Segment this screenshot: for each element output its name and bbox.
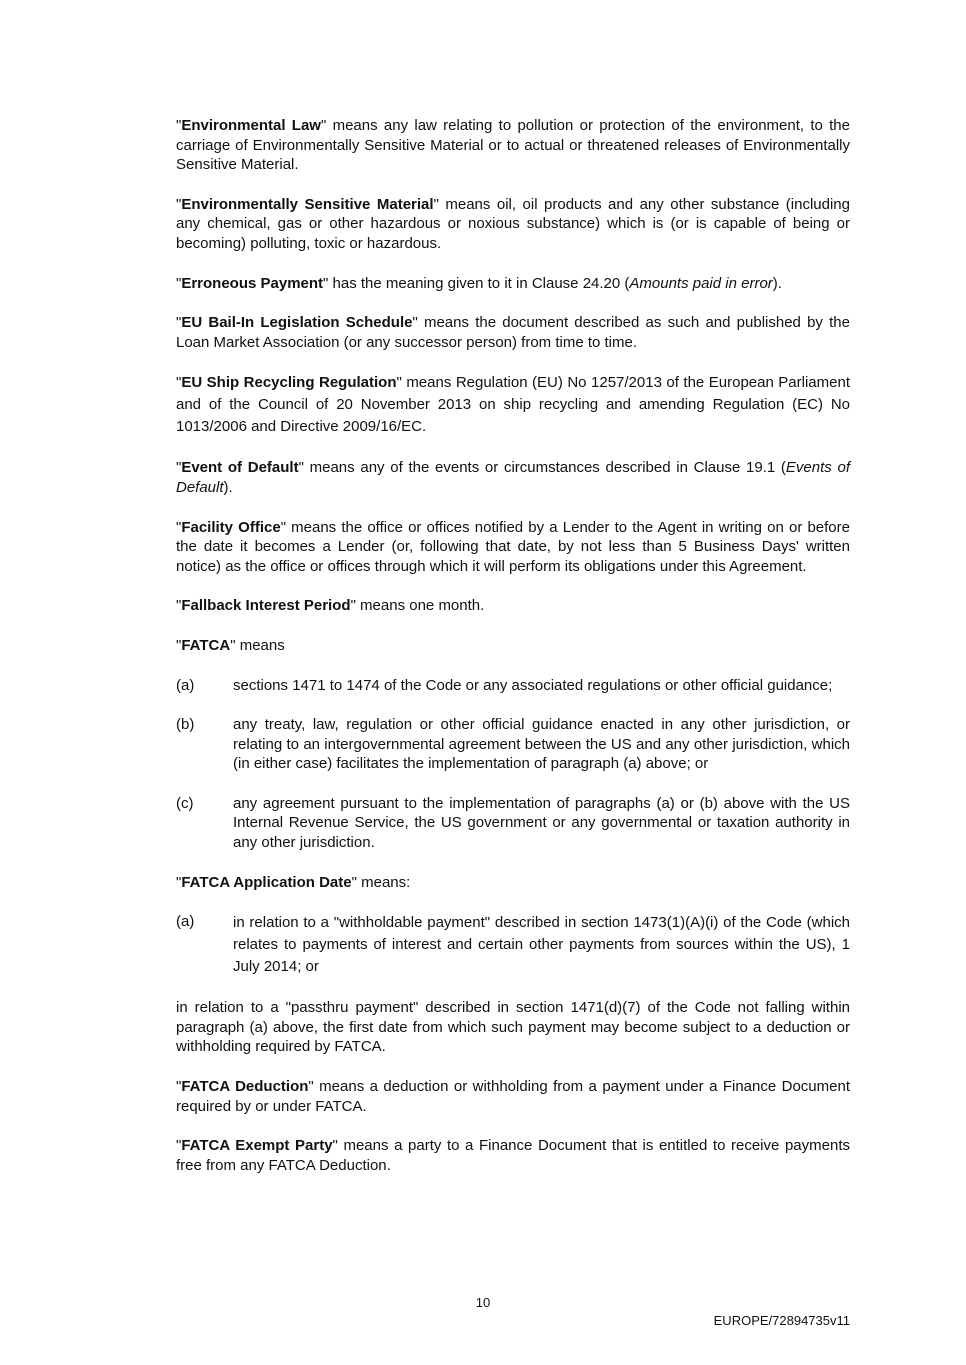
definition-text: " has the meaning given to it in Clause 24.20 ( <box>323 274 630 292</box>
definition-text: " means any of the events or circumstances described in Clause 19.1 ( <box>298 459 786 477</box>
definitions-body <box>176 116 850 1195</box>
definition-text: " means: <box>351 873 411 891</box>
definition-text: " means the document described as such and published by the Loan Market Association (or any successor person) from time to time. <box>176 314 850 351</box>
defined-term: FATCA <box>181 636 231 654</box>
list-item-label: (a) <box>176 676 195 694</box>
definition-environmental-law: "Environmental Law" means any law relating to pollution or protection of the environment, to the carriage of Environmentally Sensitive Material or to actual or threatened releases of Environmentally Sensitive Material. <box>176 117 850 174</box>
defined-term: Environmentally Sensitive Material <box>181 195 434 213</box>
definition-text: " means <box>230 636 285 654</box>
definition-fatca-application-date: "FATCA Application Date" means: <box>176 873 411 891</box>
definition-text: " means Regulation (EU) No 1257/2013 of the European Parliament and of the Council of 20 November 2013 on ship recycling and amending Regulation (EC) No 1013/2006 and Directive 2009/16/EC. <box>176 374 850 436</box>
definition-text: " means any law relating to pollution or protection of the environment, to the carriage of Environmentally Sensitive Material or to actual or threatened releases of Environmentally Sensitive Material. <box>176 117 850 174</box>
definition-text: " means a deduction or withholding from a payment under a Finance Document required by or under FATCA. <box>176 1078 851 1115</box>
defined-term: EU Bail-In Legislation Schedule <box>181 314 413 332</box>
definition-eu-ship-recycling: "EU Ship Recycling Regulation" means Regulation (EU) No 1257/2013 of the European Parliament and of the Council of 20 November 2013 on ship recycling and amending Regulation (EC) No 1013/2006 and Directive 2009/16/EC. <box>176 374 850 436</box>
page-number: 10 <box>475 1295 491 1310</box>
list-item-label: (b) <box>176 716 195 734</box>
document-reference: EUROPE/72894735v11 <box>713 1313 850 1328</box>
defined-term: Environmental Law <box>181 117 321 134</box>
definition-environmentally-sensitive-material: "Environmentally Sensitive Material" means oil, oil products and any other substance (including any chemical, gas or other hazardous or noxious substance) which is (or is capable of being or becoming) polluting, toxic or hazardous. <box>176 195 850 252</box>
list-item-text: any agreement pursuant to the implementation of paragraphs (a) or (b) above with the US Internal Revenue Service, the US government or any governmental or taxation authority in any other jurisdiction. <box>233 794 850 852</box>
definition-end: ). <box>223 478 233 496</box>
defined-term: FATCA Deduction <box>181 1078 309 1096</box>
definition-fatca: "FATCA" means <box>176 636 285 654</box>
list-item-text: in relation to a "withholdable payment" described in section 1473(1)(A)(i) of the Code (which relates to payments of interest and certain other payments from sources within the US), 1 July 2014; or <box>233 914 850 976</box>
defined-term: Erroneous Payment <box>181 274 324 292</box>
definition-text: " means one month. <box>350 597 485 615</box>
list-item <box>176 676 850 696</box>
list-item-text: any treaty, law, regulation or other official guidance enacted in any other jurisdiction, or relating to an intergovernmental agreement between the US and any other jurisdiction, which (in either case) facilitates the implementation of paragraph (a) above; or <box>233 716 850 773</box>
definition-text: " means a party to a Finance Document that is entitled to receive payments free from any FATCA Deduction. <box>176 1137 850 1174</box>
defined-term: EU Ship Recycling Regulation <box>181 374 397 392</box>
definition-event-of-default: "Event of Default" means any of the events or circumstances described in Clause 19.1 (Events of Default). <box>176 459 850 496</box>
definition-text: " means the office or offices notified by a Lender to the Agent in writing on or before the date it becomes a Lender (or, following that date, by not less than 5 Business Days' written notice) as the office or offices through which it will perform its obligations under this Agreement. <box>176 518 850 575</box>
list-item-text: sections 1471 to 1474 of the Code or any associated regulations or other official guidance; <box>233 676 833 694</box>
defined-term: Facility Office <box>181 518 281 536</box>
definition-facility-office: "Facility Office" means the office or offices notified by a Lender to the Agent in writing on or before the date it becomes a Lender (or, following that date, by not less than 5 Business Days' written notice) as the office or offices through which it will perform its obligations under this Agreement. <box>176 518 850 575</box>
definition-erroneous-payment: "Erroneous Payment" has the meaning given to it in Clause 24.20 (Amounts paid in error). <box>176 274 782 292</box>
clause-reference: Amounts paid in error <box>629 274 773 292</box>
definition-end: ). <box>772 274 782 292</box>
defined-term: FATCA Exempt Party <box>181 1137 333 1155</box>
definition-continuation: in relation to a "passthru payment" described in section 1471(d)(7) of the Code not falling within paragraph (a) above, the first date from which such payment may become subject to a deduction or withholding required by FATCA. <box>176 999 850 1056</box>
defined-term: Fallback Interest Period <box>181 597 351 615</box>
definition-eu-bail-in: "EU Bail-In Legislation Schedule" means the document described as such and published by the Loan Market Association (or any successor person) from time to time. <box>176 314 850 351</box>
definition-fatca-deduction: "FATCA Deduction" means a deduction or withholding from a payment under a Finance Document required by or under FATCA. <box>176 1078 851 1115</box>
list-item <box>176 715 850 774</box>
definition-fallback-interest-period: "Fallback Interest Period" means one month. <box>176 597 485 615</box>
list-item-label: (a) <box>176 913 195 931</box>
defined-term: Event of Default <box>181 459 299 477</box>
list-item-label: (c) <box>176 794 194 812</box>
definition-text: " means oil, oil products and any other substance (including any chemical, gas or other hazardous or noxious substance) which is (or is capable of being or becoming) polluting, toxic or hazardous. <box>176 195 850 252</box>
list-item <box>176 912 850 978</box>
definition-fatca-exempt-party: "FATCA Exempt Party" means a party to a Finance Document that is entitled to receive payments free from any FATCA Deduction. <box>176 1137 850 1174</box>
defined-term: FATCA Application Date <box>181 873 352 891</box>
clause-reference: Events of Default <box>176 459 850 496</box>
list-item <box>176 794 850 853</box>
